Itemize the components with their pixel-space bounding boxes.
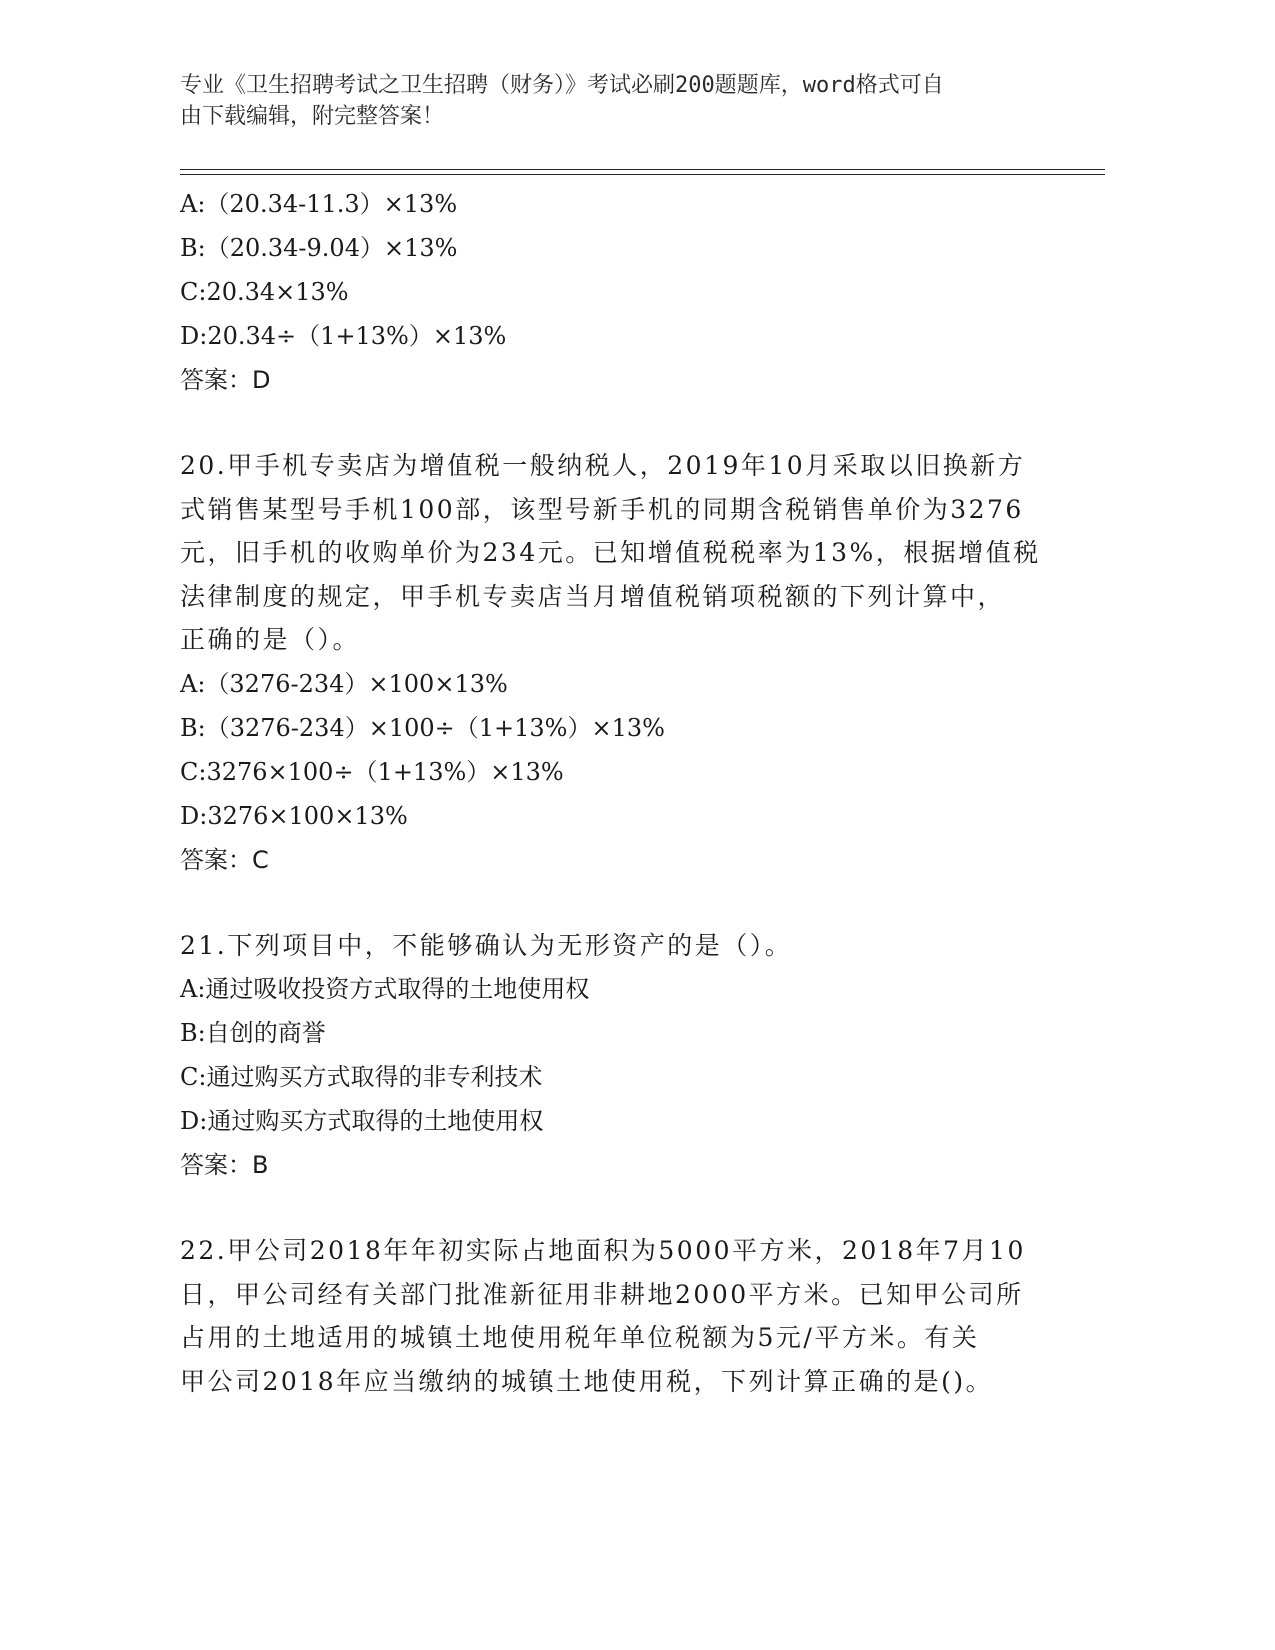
stem-line: 法律制度的规定，甲手机专卖店当月增值税销项税额的下列计算中， [180, 581, 1006, 611]
question-stem [180, 924, 1060, 968]
stem-line: 21.下列项目中，不能够确认为无形资产的是（）。 [180, 930, 793, 960]
stem-line: 式销售某型号手机100部，该型号新手机的同期含税销售单价为3276 [180, 494, 1024, 524]
header-line: 专业《卫生招聘考试之卫生招聘（财务）》考试必刷200题题库，word格式可自 [180, 73, 944, 98]
stem-line: 占用的土地适用的城镇土地使用税年单位税额为5元/平方米。有关 [180, 1323, 980, 1352]
question-21 [180, 924, 1060, 1188]
question-stem [180, 1229, 1060, 1403]
option-c: C:3276×100÷（1+13%）×13% [180, 757, 564, 786]
stem-line: 20.甲手机专卖店为增值税一般纳税人，2019年10月采取以旧换新方 [180, 451, 1026, 480]
question-stem [180, 444, 1060, 662]
option-a: A:（20.34-11.3）×13% [180, 190, 458, 218]
stem-line: 元，旧手机的收购单价为234元。已知增值税税率为13%，根据增值税 [180, 538, 1041, 567]
stem-line: 甲公司2018年应当缴纳的城镇土地使用税，下列计算正确的是()。 [180, 1366, 994, 1396]
option-a: A:（3276-234）×100×13% [180, 669, 508, 698]
answer-line: 答案：B [180, 1151, 269, 1179]
answer-line: 答案：D [180, 366, 271, 394]
question-20 [180, 444, 1060, 882]
option-b: B:（3276-234）×100÷（1+13%）×13% [180, 713, 665, 742]
stem-line: 22.甲公司2018年年初实际占地面积为5000平方米，2018年7月10 [180, 1236, 1026, 1265]
option-a: A:通过吸收投资方式取得的土地使用权 [180, 975, 590, 1003]
option-c: C:20.34×13% [180, 278, 349, 306]
question-list [180, 182, 1060, 1403]
answer-line: 答案：C [180, 845, 269, 874]
document-header [180, 70, 1040, 132]
question-22 [180, 1229, 1060, 1403]
stem-line: 正确的是（）。 [180, 625, 361, 654]
option-d: D:3276×100×13% [180, 801, 408, 830]
header-line: 由下载编辑，附完整答案！ [180, 104, 445, 129]
option-c: C:通过购买方式取得的非专利技术 [180, 1063, 543, 1091]
option-d: D:通过购买方式取得的土地使用权 [180, 1107, 544, 1135]
option-d: D:20.34÷（1+13%）×13% [180, 322, 507, 350]
header-divider [180, 174, 1105, 175]
question-19-partial [180, 182, 1060, 402]
header-divider [180, 169, 1105, 170]
option-b: B:（20.34-9.04）×13% [180, 234, 458, 262]
stem-line: 日，甲公司经有关部门批准新征用非耕地2000平方米。已知甲公司所 [180, 1279, 1024, 1309]
option-b: B:自创的商誉 [180, 1019, 326, 1047]
